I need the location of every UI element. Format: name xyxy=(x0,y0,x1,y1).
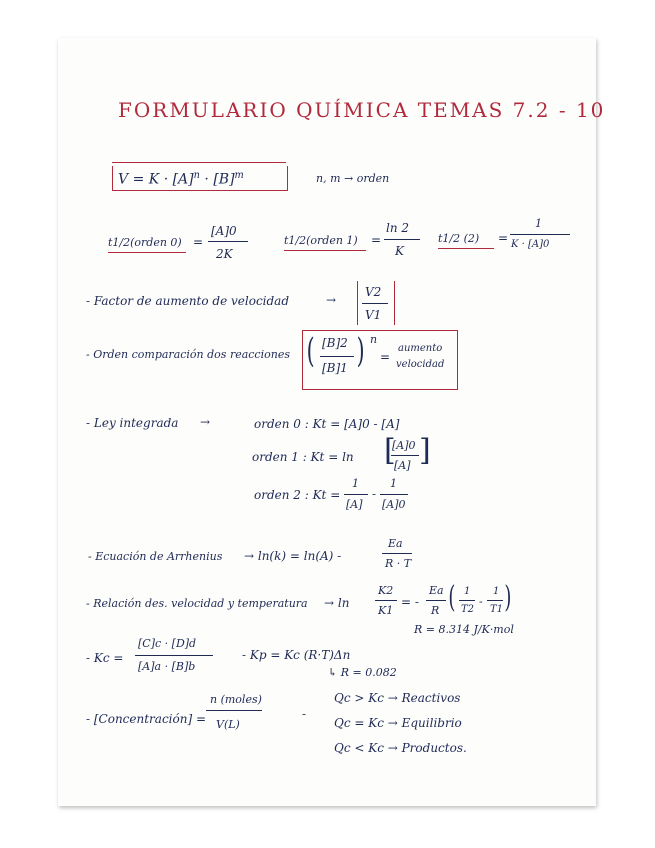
comparison-label: - Orden comparación dos reacciones xyxy=(86,348,290,361)
half-life-order1-label: t1/2(orden 1) xyxy=(284,234,358,247)
comparison-rparen: ) xyxy=(356,331,365,371)
half-life-order2-label: t1/2 (2) xyxy=(438,232,480,245)
integrated-order1-lhs: orden 1 : Kt = ln xyxy=(252,450,354,464)
speed-factor-label: - Factor de aumento de velocidad xyxy=(86,294,290,308)
integrated-label: - Ley integrada xyxy=(86,416,179,430)
half-life-order0-num: [A]0 xyxy=(211,224,237,238)
integrated-order2-num1: 1 xyxy=(352,477,359,490)
speed-factor-den: V1 xyxy=(365,308,382,322)
integrated-arrow: → xyxy=(200,415,211,429)
concentration-dash: - xyxy=(302,707,307,721)
kc-num: [C]c · [D]d xyxy=(138,637,197,650)
comparison-bar xyxy=(320,356,354,357)
temp-relation-lparen: ( xyxy=(448,580,456,615)
speed-factor-bar xyxy=(362,303,388,304)
integrated-order2-num2: 1 xyxy=(390,477,397,490)
rate-b: [B] xyxy=(213,171,235,188)
temp-relation-num2: Ea xyxy=(429,584,444,597)
half-life-order0-bar xyxy=(208,241,248,242)
rate-dot1: · xyxy=(163,171,169,188)
notebook-page xyxy=(58,38,606,806)
temp-relation-num: K2 xyxy=(378,584,394,597)
comparison-result-2: velocidad xyxy=(396,359,445,370)
concentration-num: n (moles) xyxy=(210,693,262,706)
concentration-label: - [Concentración] = xyxy=(86,712,207,726)
rate-a: [A] xyxy=(172,171,194,188)
arrhenius-den: R · T xyxy=(385,557,412,570)
comparison-lparen: ( xyxy=(306,331,315,371)
qc-productos: Qc < Kc → Productos. xyxy=(334,741,467,755)
temp-relation-label: - Relación des. velocidad y temperatura xyxy=(86,597,308,610)
integrated-order2-den2: [A]0 xyxy=(382,498,406,511)
half-life-order0-eq: = xyxy=(193,235,204,249)
half-life-order2-eq: = xyxy=(498,231,509,245)
rate-v: V xyxy=(118,171,129,188)
comparison-result-1: aumento xyxy=(398,343,443,354)
kc-label: - Kc = xyxy=(86,651,124,665)
integrated-order2-minus: - xyxy=(372,487,377,501)
rate-m: m xyxy=(234,170,244,181)
kc-den: [A]a · [B]b xyxy=(138,660,196,673)
integrated-order1-bar xyxy=(391,455,419,456)
temp-relation-paren-num1: 1 xyxy=(464,586,471,597)
temp-relation-paren-num2: 1 xyxy=(493,586,500,597)
concentration-den: V(L) xyxy=(216,718,240,731)
gas-constant-R: R = 8.314 J/K·mol xyxy=(414,623,514,636)
integrated-order0: orden 0 : Kt = [A]0 - [A] xyxy=(254,417,400,431)
temp-relation-formula: → ln xyxy=(324,596,350,610)
integrated-order1-num: [A]0 xyxy=(392,439,416,452)
comparison-num: [B]2 xyxy=(322,336,348,350)
integrated-order2-bar2 xyxy=(380,494,408,495)
integrated-order1-rbracket: ] xyxy=(419,433,431,468)
rate-dot2: · xyxy=(204,171,209,188)
page-title: FORMULARIO QUÍMICA TEMAS 7.2 - 10 xyxy=(118,98,606,122)
half-life-order1-bar xyxy=(384,239,420,240)
temp-relation-paren-bar2 xyxy=(487,600,503,601)
half-life-order1-eq: = xyxy=(371,233,382,247)
arrhenius-bar xyxy=(382,553,412,554)
qc-reactivos: Qc > Kc → Reactivos xyxy=(334,691,461,705)
kp-r-value: ↳ R = 0.082 xyxy=(328,666,397,679)
integrated-order2-lhs: orden 2 : Kt = xyxy=(254,488,341,502)
half-life-order0-den: 2K xyxy=(216,247,233,261)
half-life-order0-underline xyxy=(108,252,186,253)
arrhenius-formula: → ln(k) = ln(A) - xyxy=(244,549,342,563)
half-life-order1-num: ln 2 xyxy=(386,221,410,235)
temp-relation-eq: = - xyxy=(401,595,419,609)
rate-n: n xyxy=(193,170,200,181)
rate-law-formula xyxy=(118,171,244,187)
temp-relation-paren-den2: T1 xyxy=(490,604,504,615)
temp-relation-rparen: ) xyxy=(504,580,512,615)
integrated-order1-den: [A] xyxy=(394,459,411,472)
concentration-bar xyxy=(206,710,262,711)
integrated-order2-den1: [A] xyxy=(346,498,363,511)
speed-factor-arrow: → xyxy=(326,293,337,307)
comparison-den: [B]1 xyxy=(322,361,348,375)
integrated-order1-lbracket: [ xyxy=(384,433,396,468)
kp-formula: - Kp = Kc (R·T)Δn xyxy=(242,648,351,662)
temp-relation-paren-bar1 xyxy=(459,600,475,601)
temp-relation-den: K1 xyxy=(378,604,394,617)
temp-relation-den2: R xyxy=(431,604,440,617)
integrated-order2-bar1 xyxy=(344,494,368,495)
rate-law-topline xyxy=(112,162,286,163)
half-life-order1-underline xyxy=(284,250,366,251)
order-note: n, m → orden xyxy=(316,172,390,185)
rate-k: K xyxy=(148,171,160,188)
half-life-order2-num: 1 xyxy=(535,217,542,230)
comparison-exp: n xyxy=(370,333,378,346)
half-life-order1-den: K xyxy=(395,244,404,258)
speed-factor-num: V2 xyxy=(365,285,382,299)
kc-bar xyxy=(135,655,213,656)
qc-equilibrio: Qc = Kc → Equilibrio xyxy=(334,716,462,730)
temp-relation-paren-den1: T2 xyxy=(461,604,475,615)
rate-eq: = xyxy=(132,171,145,188)
temp-relation-bar2 xyxy=(426,600,446,601)
half-life-order2-bar xyxy=(510,234,570,235)
arrhenius-label: - Ecuación de Arrhenius xyxy=(88,550,223,563)
comparison-eq: = xyxy=(380,350,391,364)
arrhenius-num: Ea xyxy=(388,537,403,550)
temp-relation-bar xyxy=(375,600,397,601)
temp-relation-paren-minus: - xyxy=(479,595,483,608)
half-life-order2-underline xyxy=(438,248,494,249)
half-life-order0-label: t1/2(orden 0) xyxy=(108,236,182,249)
half-life-order2-den: K · [A]0 xyxy=(511,239,550,250)
